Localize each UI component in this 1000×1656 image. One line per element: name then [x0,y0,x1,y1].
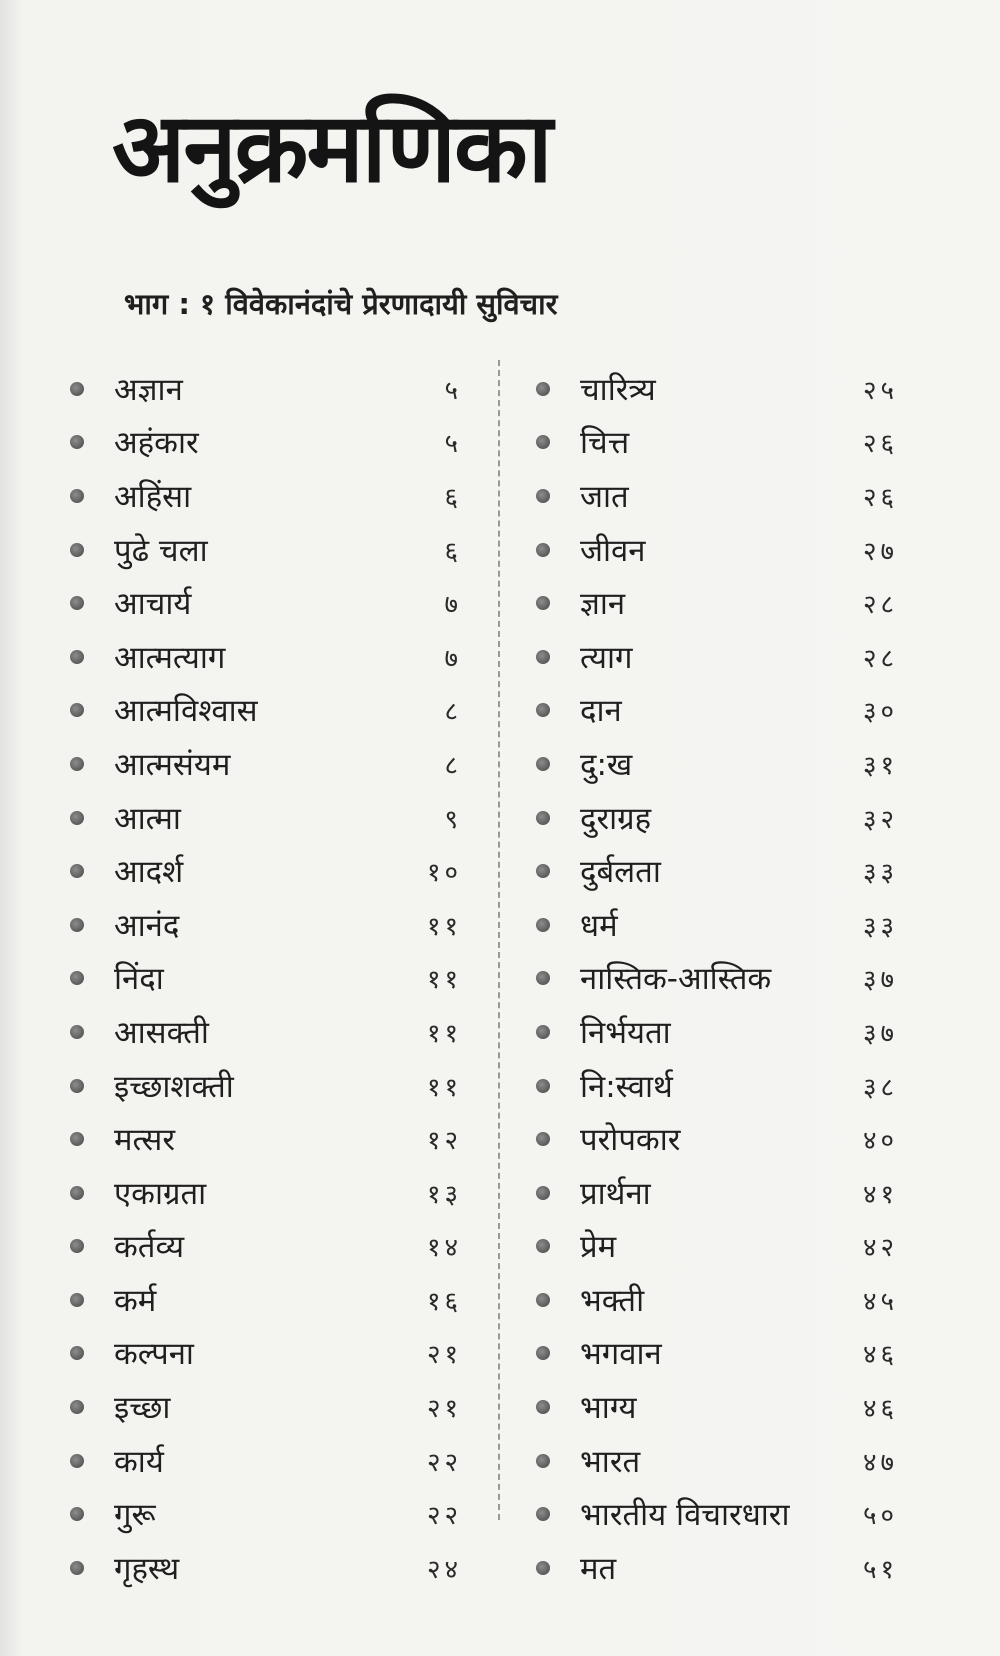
toc-entry [528,576,948,630]
toc-entry [528,1434,948,1488]
toc-entry-page-number: १२ [426,1126,462,1157]
toc-entry-topic: दुर्बलता [580,854,661,891]
toc-entry-page-number: ४५ [862,1286,898,1317]
toc-entry-page-number: १३ [426,1179,462,1210]
toc-entry [528,523,948,577]
toc-entry-page-number: ३७ [862,1018,898,1049]
bullet-icon [70,1293,84,1307]
toc-entry-page-number: ४७ [862,1447,898,1478]
toc-entry-page-number: ११ [426,965,462,996]
bullet-icon [536,1079,550,1093]
toc-entry [528,791,948,845]
toc-entry-page-number: ३७ [862,965,898,996]
bullet-icon [536,1400,550,1414]
toc-entry-topic: चारित्र्य [580,371,656,408]
toc-entry [528,844,948,898]
toc-entry [62,684,482,738]
toc-entry [528,362,948,416]
toc-entry-page-number: ३३ [862,858,898,889]
bullet-icon [70,543,84,557]
toc-entry-page-number: १० [426,858,462,889]
toc-entry-page-number: २२ [426,1447,462,1478]
toc-entry [62,1005,482,1059]
bullet-icon [70,1346,84,1360]
bullet-icon [536,1507,550,1521]
bullet-icon [70,1186,84,1200]
toc-entry-page-number: ७ [444,643,462,674]
bullet-icon [70,1025,84,1039]
toc-entry-topic: आनंद [114,907,180,944]
toc-entry [62,1434,482,1488]
bullet-icon [70,703,84,717]
toc-entry-topic: दान [580,693,622,730]
toc-entry [528,1273,948,1327]
toc-entry-topic: मत [580,1550,617,1587]
toc-entry-page-number: ४६ [862,1394,898,1425]
toc-entry-topic: प्रार्थना [580,1175,651,1212]
toc-entry [62,523,482,577]
bullet-icon [536,1025,550,1039]
toc-entry-topic: गुरू [114,1497,156,1534]
toc-entry [62,1273,482,1327]
toc-entry-page-number: ८ [444,697,462,728]
toc-entry [528,952,948,1006]
bullet-icon [536,971,550,985]
toc-entry-topic: ज्ञान [580,586,626,623]
toc-entry [62,1380,482,1434]
toc-entry-topic: भारत [580,1443,641,1480]
toc-entry [62,898,482,952]
page-title: अनुक्रमणिका [112,92,551,204]
toc-entry [62,1112,482,1166]
toc-entry [528,737,948,791]
toc-entry-page-number: २६ [862,429,898,460]
toc-entry-page-number: २२ [426,1501,462,1532]
toc-entry-topic: भाग्य [580,1390,637,1427]
toc-entry-topic: प्रेम [580,1229,617,1266]
toc-entry-topic: गृहस्थ [114,1550,180,1587]
toc-entry-page-number: २५ [862,375,898,406]
toc-entry [62,1220,482,1274]
toc-entry-topic: इच्छा [114,1390,171,1427]
toc-entry-topic: आत्मविश्वास [114,693,258,730]
bullet-icon [536,1454,550,1468]
toc-entry-topic: अज्ञान [114,371,183,408]
toc-entry-topic: अहिंसा [114,478,192,515]
toc-entry-page-number: ३२ [862,804,898,835]
toc-entry [62,1327,482,1381]
part-heading: भाग : १ विवेकानंदांचे प्रेरणादायी सुविचार [124,287,558,321]
toc-entry-page-number: ६ [444,482,462,513]
bullet-icon [536,489,550,503]
toc-entry [528,1487,948,1541]
toc-entry-page-number: १४ [426,1233,462,1264]
bullet-icon [536,543,550,557]
toc-entry [62,469,482,523]
toc-entry [528,1380,948,1434]
bullet-icon [70,1400,84,1414]
bullet-icon [536,1239,550,1253]
toc-entry [528,416,948,470]
toc-entry-topic: अहंकार [114,425,199,462]
toc-entry [62,1487,482,1541]
bullet-icon [70,489,84,503]
bullet-icon [536,1561,550,1575]
toc-entry-page-number: २४ [426,1554,462,1585]
toc-entry-page-number: ११ [426,1072,462,1103]
toc-entry-page-number: २१ [426,1340,462,1371]
bullet-icon [70,596,84,610]
toc-entry-page-number: ४१ [862,1179,898,1210]
toc-entry [528,469,948,523]
toc-entry-page-number: २६ [862,482,898,513]
toc-entry-topic: नास्तिक-आस्तिक [580,961,772,998]
toc-entry-page-number: ६ [444,536,462,567]
toc-entry-topic: आदर्श [114,854,184,891]
toc-entry-topic: भक्ती [580,1282,645,1319]
toc-entry [528,898,948,952]
toc-entry [62,1166,482,1220]
toc-entry [62,844,482,898]
toc-entry-topic: कल्पना [114,1336,194,1373]
toc-entry-topic: चित्त [580,425,630,462]
bullet-icon [536,918,550,932]
toc-entry [62,362,482,416]
toc-entry-page-number: ४२ [862,1233,898,1264]
bullet-icon [70,1561,84,1575]
toc-entry-topic: कर्म [114,1282,157,1319]
toc-entry [62,576,482,630]
toc-entry [528,1112,948,1166]
bullet-icon [70,918,84,932]
toc-entry-page-number: ११ [426,1018,462,1049]
bullet-icon [536,864,550,878]
toc-entry [528,1327,948,1381]
toc-entry-page-number: ५ [444,429,462,460]
toc-entry-page-number: ८ [444,750,462,781]
toc-entry [528,1005,948,1059]
toc-entry-topic: नि:स्वार्थ [580,1068,673,1105]
bullet-icon [536,650,550,664]
toc-entry-page-number: ५ [444,375,462,406]
toc-entry-topic: एकाग्रता [114,1175,207,1212]
toc-entry-topic: दु:ख [580,746,633,783]
toc-entry-topic: आत्मत्याग [114,639,226,676]
bullet-icon [70,1132,84,1146]
toc-entry [62,952,482,1006]
bullet-icon [70,1239,84,1253]
toc-entry-topic: परोपकार [580,1122,681,1159]
bullet-icon [70,864,84,878]
toc-left-column [62,362,482,1595]
bullet-icon [536,811,550,825]
bullet-icon [70,650,84,664]
toc-entry-page-number: ७ [444,590,462,621]
bullet-icon [70,971,84,985]
toc-entry-page-number: १६ [426,1286,462,1317]
toc-entry-topic: कर्तव्य [114,1229,185,1266]
toc-entry-topic: आसक्ती [114,1014,209,1051]
toc-entry-page-number: ४० [862,1126,898,1157]
bullet-icon [536,435,550,449]
bullet-icon [536,757,550,771]
bullet-icon [536,382,550,396]
toc-entry-topic: इच्छाशक्ती [114,1068,234,1105]
toc-entry-page-number: ५० [862,1501,898,1532]
toc-entry [528,1541,948,1595]
toc-entry-page-number: २१ [426,1394,462,1425]
toc-entry [62,1541,482,1595]
bullet-icon [70,1079,84,1093]
toc-entry-page-number: ३१ [862,750,898,781]
toc-entry-topic: मत्सर [114,1122,176,1159]
toc-entry-page-number: ३० [862,697,898,728]
toc-entry [62,1059,482,1113]
toc-entry-topic: भारतीय विचारधारा [580,1497,790,1534]
toc-entry-page-number: २७ [862,536,898,567]
toc-entry [62,416,482,470]
toc-entry-page-number: ३८ [862,1072,898,1103]
toc-entry-topic: आत्मसंयम [114,746,231,783]
toc-entry-topic: त्याग [580,639,633,676]
bullet-icon [70,1454,84,1468]
toc-entry [528,684,948,738]
toc-entry-topic: निंदा [114,961,164,998]
toc-entry-topic: पुढे चला [114,532,208,569]
toc-entry-topic: जीवन [580,532,646,569]
toc-entry-page-number: २८ [862,643,898,674]
bullet-icon [536,1293,550,1307]
bullet-icon [70,1507,84,1521]
column-divider [498,360,500,1520]
toc-right-column [528,362,948,1595]
toc-entry-page-number: २८ [862,590,898,621]
toc-entry [62,737,482,791]
toc-entry-topic: आत्मा [114,800,181,837]
toc-entry-topic: धर्म [580,907,618,944]
toc-entry-page-number: ३३ [862,911,898,942]
bullet-icon [70,382,84,396]
bullet-icon [536,1346,550,1360]
bullet-icon [536,596,550,610]
toc-entry-topic: जात [580,478,629,515]
toc-entry [528,1059,948,1113]
bullet-icon [536,703,550,717]
toc-entry [528,1166,948,1220]
toc-entry-page-number: ११ [426,911,462,942]
bullet-icon [70,757,84,771]
toc-entry [528,1220,948,1274]
toc-entry-page-number: ५१ [862,1554,898,1585]
toc-entry-topic: आचार्य [114,586,192,623]
bullet-icon [70,811,84,825]
toc-entry [62,630,482,684]
bullet-icon [70,435,84,449]
toc-entry [528,630,948,684]
toc-entry-topic: निर्भयता [580,1014,671,1051]
bullet-icon [536,1132,550,1146]
toc-entry-topic: दुराग्रह [580,800,652,837]
toc-entry [62,791,482,845]
bullet-icon [536,1186,550,1200]
toc-entry-topic: भगवान [580,1336,662,1373]
toc-entry-page-number: ४६ [862,1340,898,1371]
toc-entry-page-number: ९ [444,804,462,835]
toc-entry-topic: कार्य [114,1443,164,1480]
